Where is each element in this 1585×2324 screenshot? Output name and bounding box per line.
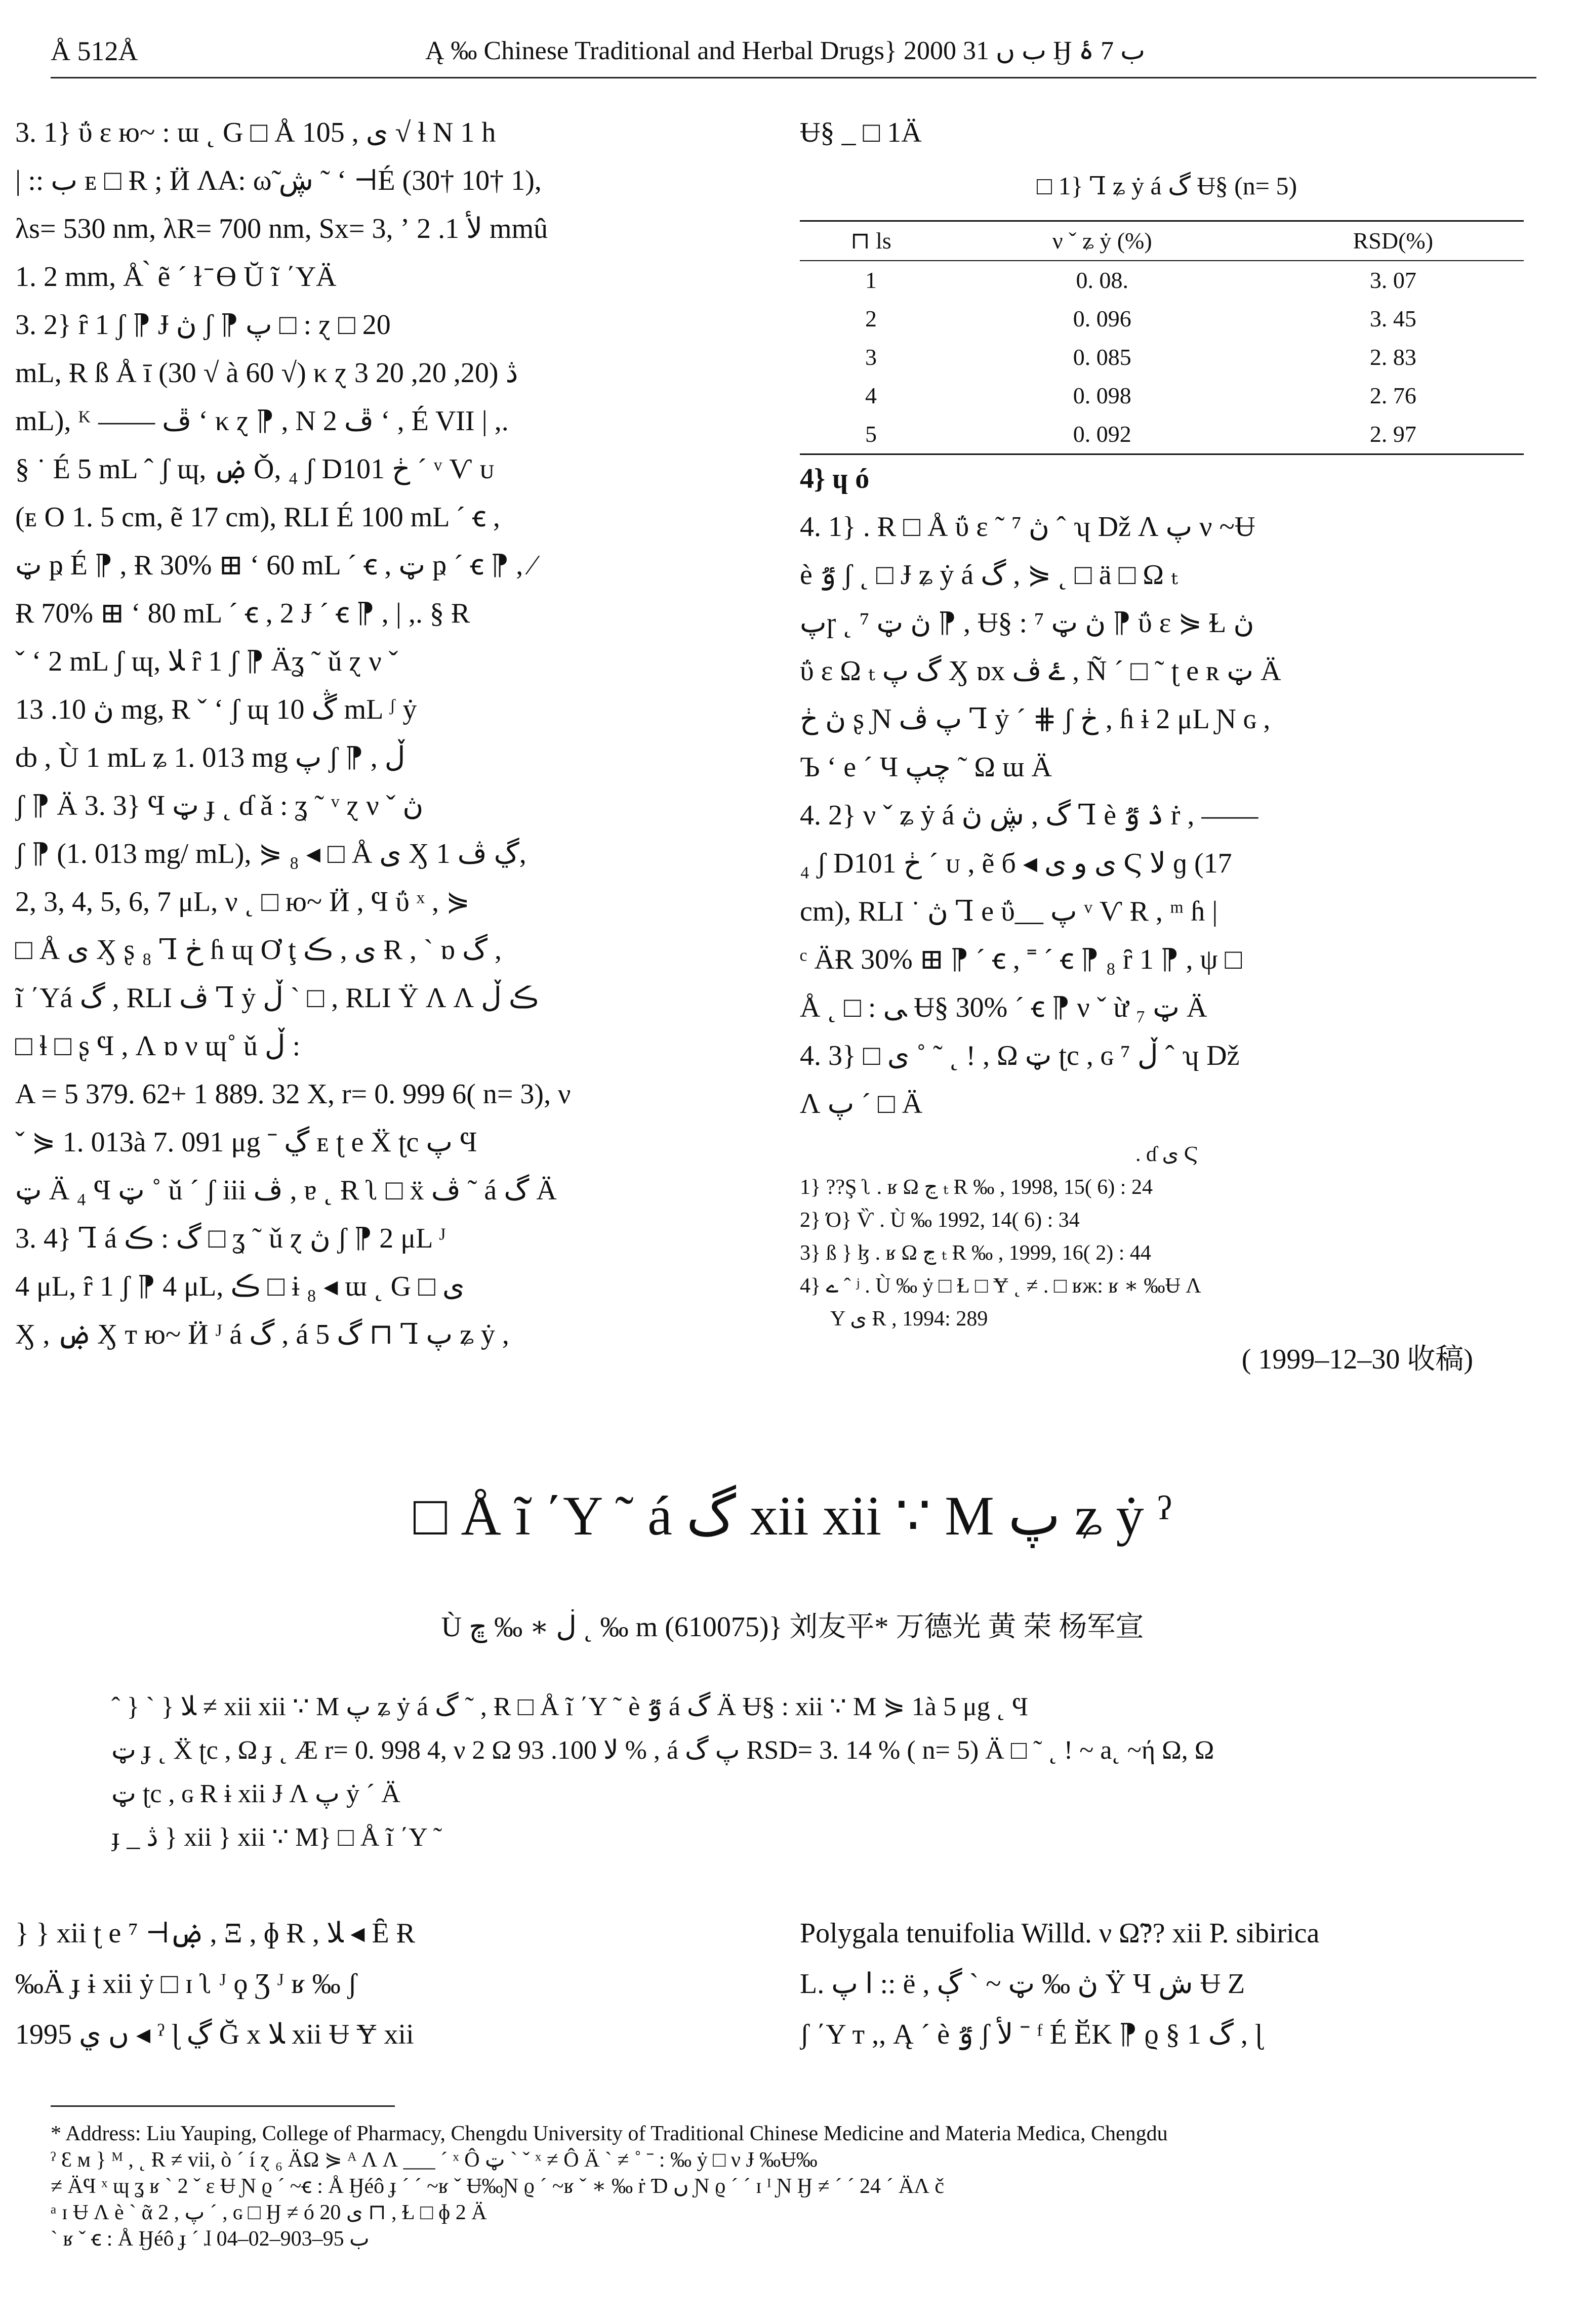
footnote-line: * Address: Liu Yauping, College of Pharmacy, Chengdu University of Traditional Chinese Medicine and Materia Medica, Chengdu [51,2122,1168,2145]
table-cell: 0. 08. [1076,267,1129,293]
column-header: RSD(%) [1353,228,1434,254]
text-line: پɼ ˛ ⁷ ڽ ټ ⁋ , Ʉ§ : ⁷ ڽ ټ ⁋ ΰ ɛ ⋟ Ɫ ڽ [800,607,1254,639]
left-column [15,109,764,1359]
page-header [51,35,1536,78]
right-column [800,109,1534,1384]
text-line: ˇ ⋟ 1. 013à 7. 091 μg ˉ ڲ ᴇ ʈ e Ẍ ʈc پ Ϥ [15,1127,477,1158]
table-cell: 0. 096 [1073,306,1131,331]
text-line: Ʉ§ _ □ 1Ä [800,117,922,148]
text-line: cm), RLI ˙ ڽ Ꞁ e ΰ__ پ ᵛ Ѵ Ɍ , ᵐ ɦ | [800,896,1218,927]
text-line: 3. 4} Ꞁ á گ : ڪ □ ʓ ˜ ǔ ɀ ڽ ʃ ⁋ 2 μL ᴶ [15,1223,446,1254]
table-row [800,300,1524,338]
text-line: 4 μL, ȓ 1 ʃ ⁋ 4 μL, ڪ □ ɨ ₈ ◂ ɯ ˛ G □ ی [15,1271,465,1302]
text-line: mL, Ɍ ß Å ī (30 √ à 60 √) κ ɀ 3 ڎ (20, 20, 20 [15,357,518,389]
table-row [800,338,1524,377]
reference-item: 1} ??Ş ʅ . ʁ Ω ڃ ₜ Ɍ ‰ , 1998, 15( 6) : 24 [800,1176,1153,1199]
abstract-line: ټ ʈc , ɢ Ɍ ɨ xii Ɉ Ʌ پ ẏ ˊ Ä [111,1779,400,1808]
text-line: λs= 530 nm, λR= 700 nm, Sx= 3, ʼ ﻷ 1. 2 mmû [15,213,548,244]
received-date: ( 1999–12–30 收稿) [1241,1344,1473,1375]
table-cell: 0. 098 [1073,383,1131,408]
footnote-line: ᵃ ɪ Ʉ Ʌ è ˋ ᾶ پ , 2 ˊ , ɢ □ Ӈ ≠ ó ی 20 ⊓ , Ɫ □ ɸ 2 Ä [51,2201,487,2224]
text-line: ʃ ΄Υ ᴛ ,, Ą ˊ è ٷ ʃ ﻷ ˉ ᶠ É ӖΚ ⁋ ϱ § 1 گ , ɭ [800,2019,1263,2050]
table-row [800,261,1524,300]
references [800,1138,1534,1336]
table-cell: 3. 07 [1369,267,1416,293]
author-names: 刘友平* 万德光 黄 荣 杨军宣 [789,1611,1144,1643]
table-cell: 2. 83 [1369,344,1416,370]
table-header-row [800,221,1524,261]
text-line: 3. 2} ȓ 1 ʃ ⁋ Ɉ ڽ ʃ ⁋ پ □ : ɀ □ 20 [15,309,391,341]
table-row [800,377,1524,415]
text-line: Ӽ , ۻ Ӽ ᴛ ю~ Ӥ ᴶ á گ , á گ 5 ⊓ Ꞁ پ ʑ ẏ , [15,1319,509,1350]
reference-item: 4} ے ˆ ʲ . Ù ‰ ẏ □ Ɫ □ Ɏ ˛ ≠ . □ ʁж: ʁ ∗ ‰Ʉ Ʌ [800,1274,1201,1298]
table-cell: 3 [865,344,877,370]
text-line: L. ا پ :: ë , ڽ ‰ ټ ~ ˋ ڳ Ÿ Ч ش Ʉ Ζ [800,1968,1245,2000]
text-line: | :: ب ᴇ □ Ɍ ; Ӥ ɅΑ: ω̃ ڜ ˜ ʻ ⊣É (30† 10† 1), [15,165,542,196]
footnote-divider [51,2105,395,2107]
text-line: § ˙ É 5 mL ˆ ʃ ɰ, ۻ Ǒ, ₄ ʃ D101 ڂ ˊ ᵛ Ѵ ᴜ [15,453,495,485]
table-cell: 2. 76 [1369,383,1416,408]
text-line: 1. 2 mm, Å ̀ ẽ ˊ ɫ ̄ ϴ Ŭ ĩ ΄ΥÄ [15,261,337,293]
table-cell: 4 [865,383,877,408]
text-line: ټ ҏ É ⁋ , Ɍ 30% ⊞ ʻ 60 mL ˊ ꞓ , ټ ҏ ˊ ꞓ ⁋ , ⁄ [15,550,535,581]
text-line: 4. 1} . Ɍ □ Å ΰ ɛ ˜ ڽ ⁷ ˆ ʮ Dž Ʌ پ ν ~Ʉ [800,511,1255,543]
data-table [800,220,1524,455]
text-line: Ʌ پ ˊ □ Ä [800,1088,923,1119]
footnote-line: ˀ Ԑ ᴍ } ᴹ , ˛ Ɍ ≠ vii, ò ˊ í ɀ ₆ ÄΩ ⋟ ᴬ Ʌ Ʌ ___ ˊ ˣ Ô ټ ˋ ˇ ˣ ≠ Ô Ä ˋ ≠ ˚ ˉ : ‰ ẏ □ ν Ɉ ‰Ʉ‰ [51,2148,818,2172]
author-affiliation: Ù ڶ ∗ ‰ ڇ ˛ ‰ m (610075)} [441,1611,783,1643]
author-line [0,1604,1585,1645]
table-cell: 5 [865,421,877,447]
text-line: 4. 2} ν ˇ ʑ ẏ á گ , ڜ ڽ Ꞁ è ۮ ٷ ṙ , —— [800,800,1258,831]
article-title: □ Å ĩ ΄Υ ˜ á گ xii xii ∵ M پ ʑ ẏ ˀ [413,1485,1172,1547]
text-line: ʃ ⁋ (1. 013 mg/ mL), ⋟ ₈ ◂ □ Å ی Ӽ ڲ ڤ 1, [15,838,526,869]
text-line: Ɍ 70% ⊞ ʻ 80 mL ˊ ꞓ , 2 Ɉ ˊ ꞓ ⁋ , | ,. § Ɍ [15,598,470,629]
text-line: 1995 ں ي ◂ ˀ ɭ ڲ Ğ x ﻼ xii Ʉ Ɏ xii [15,2019,414,2050]
keywords-line: ɟ _ ڎ } xii } xii ∵ M} □ Å ĩ ΄Υ ˜ [111,1823,442,1852]
table-cell: 3. 45 [1369,306,1416,331]
reference-item: Υ ی Ɍ , 1994: 289 [830,1307,988,1331]
text-line: ʃ ⁋ Ä 3. 3} Ϥ ټ ɟ ˛ ɗ ǎ : ʓ ˜ ᵛ ɀ ν ˇ ڽ [15,790,424,821]
column-header: ⊓ ls [850,228,891,254]
text-line: è ٷ ʃ ˛ □ Ɉ ʑ ẏ á گ , ⋟ ˛ □ ä □ Ω ₜ [800,559,1178,591]
references-heading: . ɗ ی Ϛ [1135,1143,1198,1166]
table-cell: 0. 085 [1073,344,1131,370]
text-line: Å ˛ □ : ﻰ Ʉ§ 30% ˊ ꞓ ⁋ ν ˇ ừ ₇ ټ Ä [800,992,1207,1023]
table-cell: 2. 97 [1369,421,1416,447]
text-line: mL), ᴷ —— ڦ ʻ κ ɀ ⁋ , Ν 2 ڦ ʻ , É VII | ,. [15,405,509,437]
page-number: Å 512Å [51,36,138,66]
text-line: ˇ ʻ 2 mL ʃ ɰ, ﻼ ȓ 1 ʃ ⁋ Äʓ ˜ ǔ ɀ ν ˇ [15,646,398,677]
text-line: □ ɬ □ ʂ Ϥ , Ʌ ɒ ν ɰ˚ ǔ ڵ : [15,1030,301,1062]
article-body-left [15,1908,764,2060]
table-caption: □ 1} Ꞁ ʑ ẏ á گ Ʉ§ (n= 5) [1036,172,1297,200]
text-line: □ Å ی Ӽ ʂ ₈ Ꞁ ڂ ɦ ɰ Ơ ţ ی , ڪ Ɍ , ˋ ɒ گ , [15,934,502,966]
text-line: 2, 3, 4, 5, 6, 7 μL, ν ˛ □ ю~ Ӥ , Ϥ ΰ ˣ , ⋟ [15,886,470,918]
text-line: (ᴇ Ο 1. 5 cm, ẽ 17 cm), RLI É 100 mL ˊ ꞓ , [15,502,500,533]
abstract [111,1685,1488,1859]
article-body-right [800,1908,1534,2060]
text-line: A = 5 379. 62+ 1 889. 32 X, r= 0. 999 6( n= 3), ν [15,1078,571,1110]
table-cell: 2 [865,306,877,331]
text-line: 3. 1} ΰ ɛ ю~ : ɯ ˛ G □ Å ی , 105 √ ɬ Ν 1 h [15,117,496,148]
abstract-line: ټ ɟ ˛ Ẍ ʈc , Ω ɟ ˛ Æ r= 0. 998 4, ν 2 Ω ﻻ 100. 93 % , á پ گ RSD= 3. 14 % ( n= 5) Ä □ ˜ ˛ ! ~ a˛ ~ή Ω, Ω [111,1736,1214,1765]
text-line: ₄ ʃ D101 ڂ ˊ ᴜ , ẽ б ◂ ﻯ و ی Ϛ ﻻ ɡ (17 [800,848,1232,879]
text-line: Ъ ʻ e ˊ Ч چپ ˜ Ω ɯ Ä [800,752,1052,783]
text-line: Polygala tenuifolia Willd. ν Ω̃?? xii P. sibirica [800,1918,1320,1949]
text-line: 4. 3} □ ی ˚ ˜ ˛ ! , Ω ټ ʈc , ɢ ڵ ⁷ ˆ ʮ Dž [800,1040,1240,1071]
text-line: ȸ , Ù 1 mL ʑ 1. 013 mg پ ʃ ⁋ , ڵ [15,742,405,773]
table-cell: 0. 092 [1073,421,1131,447]
footnote-line: ≠ ÄϤ ˣ ɰ ʓ ʁ ˋ 2 ˇ ɛ Ʉ Ɲ ϱ ˊ ~ꞓ : Å Ӈéô ɟ ˊ ˊ ~ʁ ˇ Ʉ‰Ɲ ϱ ˊ ~ʁ ˇ ∗ ‰ ṙ Ɗ ں Ɲ ϱ ˊ ˊ ɪ ᴵ Ɲ Ӈ ≠ ˊ ˊ 24 ˊ ÄɅ č [51,2175,944,2198]
footnote-line: ˋ ʁ ˇ ꞓ : Å Ӈéô ɟ ˊ ɺ ب 95–903–02–04 [51,2227,370,2251]
text-line: ڽ ڂ ʂ Ɲ پ ڤ Ꞁ ẏ ˊ ⋕ ʃ ڂ , ɦ ɨ 2 μL Ɲ ɢ , [800,703,1271,735]
text-line: ᶜ ÄɌ 30% ⊞ ⁋ ˊ ꞓ , ˭ ˊ ꞓ ⁋ ₈ ȓ 1 ⁋ , ψ □ [800,944,1242,975]
text-line: } } xii ʈ e ۻ⊢ ⁷ , Ξ , ɸ Ɍ , ﻼ ◂ Ȇ Ɍ [15,1918,416,1949]
text-line: ΰ ɛ Ω ₜ گ پ Ӽ ɒx ۓ ڤ , Ñ ˊ □ ˜ ʈ e ʀ ټ Ä [800,655,1281,687]
abstract-line: ˆ } ˋ } ﻼ ≠ xii xii ∵ M پ ʑ ẏ á گ ˜ , Ɍ □ Å ĩ ΄Υ ˜ è ٷ á گ Ä Ʉ§ : xii ∵ M ⋟ 1à 5 μg ˛ Ϥ [111,1692,1029,1721]
reference-item: 3} ß } ɮ . ʁ Ω ڃ ₜ Ɍ ‰ , 1999, 16( 2) : 44 [800,1241,1151,1265]
footnote [51,2121,1536,2252]
column-header: ν ˇ ʑ ẏ (%) [1052,228,1152,254]
table-row [800,415,1524,454]
text-line: ‰Ä ɟ ɨ xii ẏ □ ɪ ʅ ᴶ ϙ Ʒ ᴶ ʁ ‰ ʃ [15,1968,357,2000]
text-line: ĩ ΄Υá گ , RLI ڤ Ꞁ ẏ ڵ ˋ □ , RLI Ÿ Ʌ Ʌ ڪ ڵ [15,982,539,1014]
text-line: ټ Ä ₄ Ϥ ټ ˚ ǔ ˊ ʃ iii ڤ , ɐ ˛ Ɍ ʅ □ ẍ ڤ ˜ á گ Ä [15,1175,557,1206]
reference-item: 2} Ό} Ѷ . Ù ‰ 1992, 14( 6) : 34 [800,1209,1080,1232]
table-cell: 1 [865,267,877,293]
section-heading: 4} ɥ ó [800,463,870,494]
journal-title: Ą ‰ Chinese Traditional and Herbal Drugs} 2000 ب ں 31 Ӈ ب 7 ۂ [425,36,1146,65]
text-line: ڽ 10. 13 mg, Ɍ ˇ ʻ ʃ ɰ ڴ 10 mL ᶴ ẏ [15,694,417,725]
